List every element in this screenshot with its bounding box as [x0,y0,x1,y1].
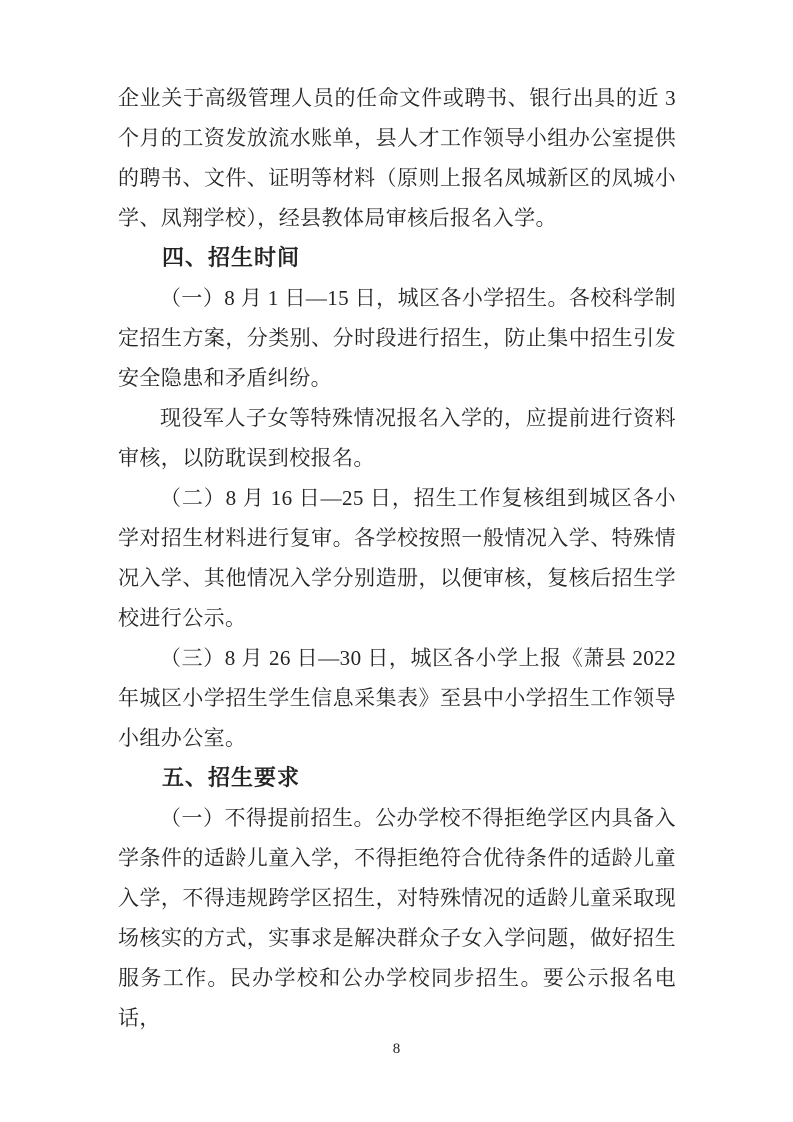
paragraph: （一）8 月 1 日—15 日，城区各小学招生。各校科学制定招生方案，分类别、分时段进行招生，防止集中招生引发安全隐患和矛盾纠纷。 [118,286,676,390]
page-number: 8 [392,1041,401,1057]
paragraph: （二）8 月 16 日—25 日，招生工作复核组到城区各小学对招生材料进行复审。各学校按照一般情况入学、特殊情况入学、其他情况入学分别造册，以便审核，复核后招生学校进行公示。 [118,486,676,630]
section-heading-enrollment-requirements: 五、招生要求 [162,765,301,790]
paragraph: 现役军人子女等特殊情况报名入学的，应提前进行资料审核，以防耽误到校报名。 [118,406,676,470]
paragraph-continuation: 企业关于高级管理人员的任命文件或聘书、银行出具的近 3 个月的工资发放流水账单，县人才工作领导小组办公室提供的聘书、文件、证明等材料（原则上报名凤城新区的凤城小学、凤翔学校），经县教体局审核后报名入学。 [118,86,676,230]
paragraph: （一）不得提前招生。公办学校不得拒绝学区内具备入学条件的适龄儿童入学，不得拒绝符合优待条件的适龄儿童入学，不得违规跨学区招生，对特殊情况的适龄儿童采取现场核实的方式，实事求是解决群众子女入学问题，做好招生服务工作。民办学校和公办学校同步招生。要公示报名电话， [118,806,676,1030]
document-body [118,78,676,1038]
paragraph: （三）8 月 26 日—30 日，城区各小学上报《萧县 2022 年城区小学招生学生信息采集表》至县中小学招生工作领导小组办公室。 [118,646,676,750]
section-heading-enrollment-time: 四、招生时间 [162,245,301,270]
